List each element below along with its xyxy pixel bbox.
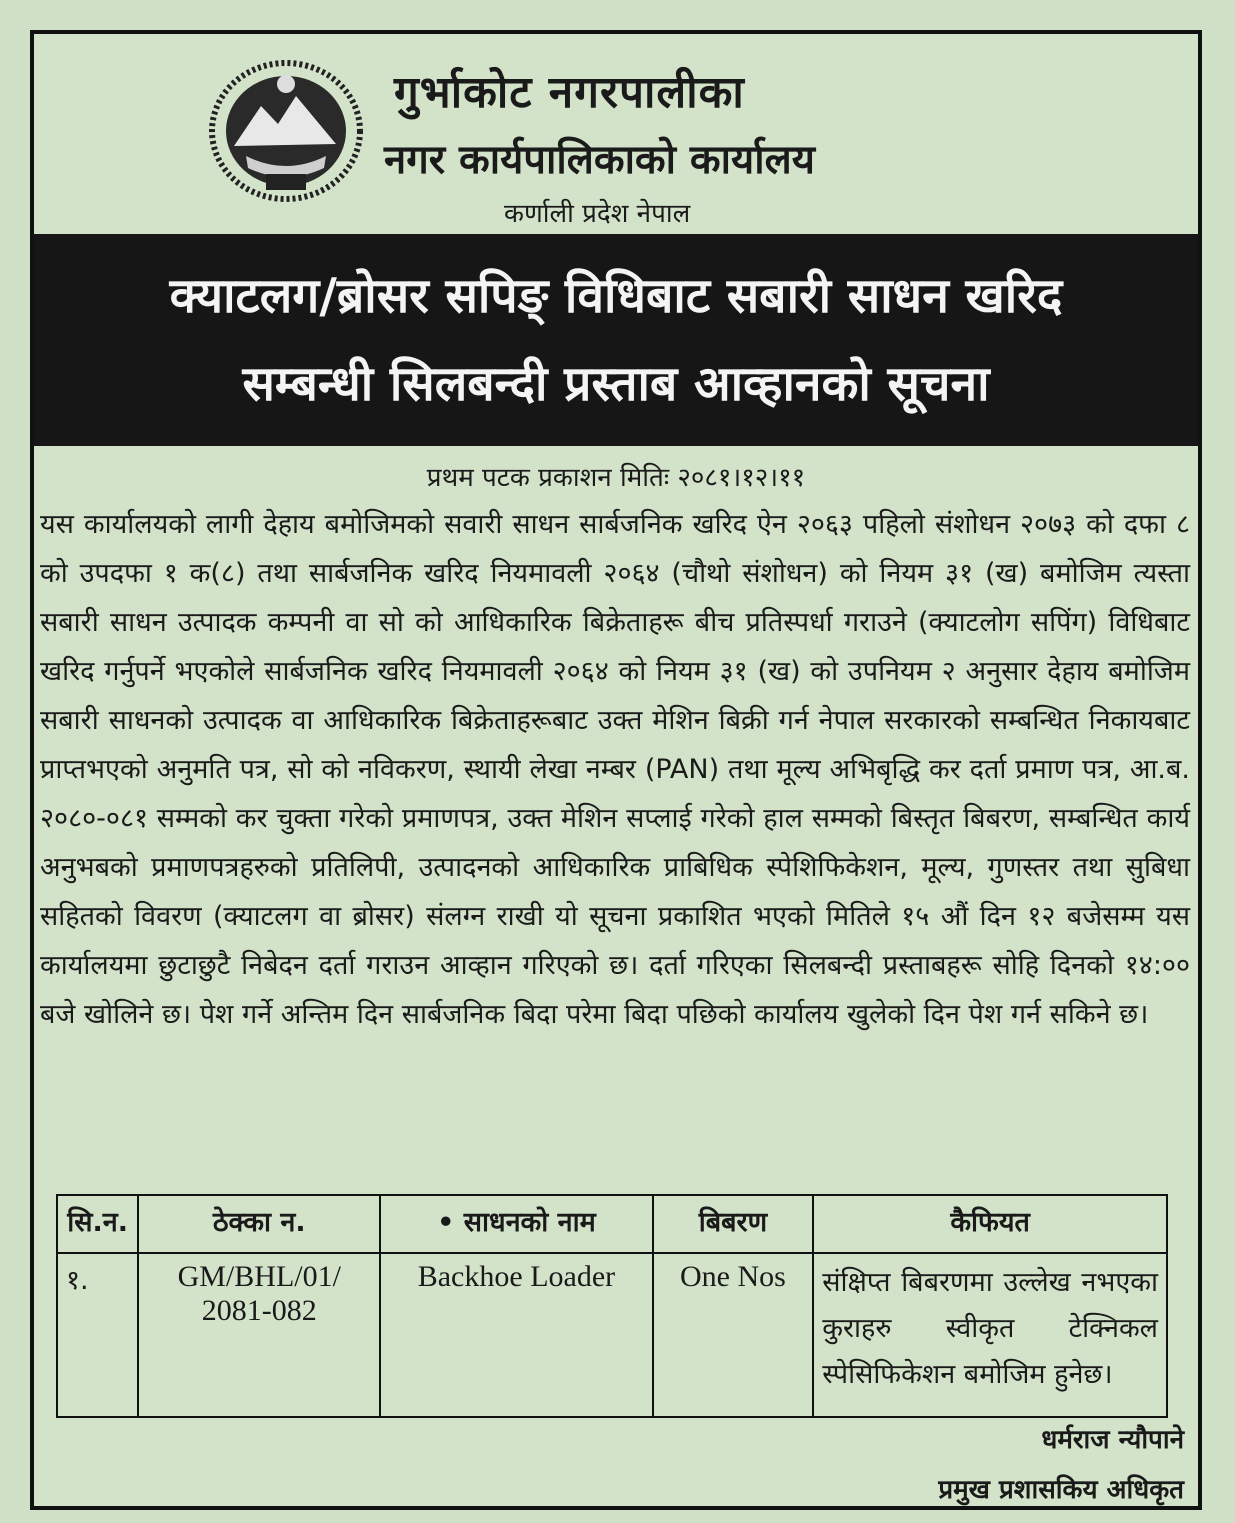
notice-title-banner: [34, 234, 1198, 446]
cell-contract-no: GM/BHL/01/ 2081-082: [138, 1253, 380, 1417]
notice-title-line-2: सम्बन्धी सिलबन्दी प्रस्ताब आव्हानको सूचना: [242, 356, 990, 412]
notice-body-text: यस कार्यालयको लागी देहाय बमोजिमको सवारी साधन सार्बजनिक खरिद ऐन २०६३ पहिलो संशोधन २०७३ को दफा ८ को उपदफा १ क(८) तथा सार्बजनिक खरिद नियमावली २०६४ (चौथो संशोधन) को नियम ३१ (ख) बमोजिम त्यस्ता सबारी साधन उत्पादक कम्पनी वा सो को आधिकारिक बिक्रेताहरू बीच प्रतिस्पर्धा गराउने (क्याटलोग सपिंग) विधिबाट खरिद गर्नुपर्ने भएकोले सार्बजनिक खरिद नियमावली २०६४ को नियम ३१ (ख) को उपनियम २ अनुसार देहाय बमोजिम सबारी साधनको उत्पादक वा आधिकारिक बिक्रेताहरूबाट उक्त मेशिन बिक्री गर्न नेपाल सरकारको सम्बन्धित निकायबाट प्राप्तभएको अनुमति पत्र, सो को नविकरण, स्थायी लेखा नम्बर (PAN) तथा मूल्य अभिबृद्धि कर दर्ता प्रमाण पत्र, आ.ब. २०८०-०८१ सम्मको कर चुक्ता गरेको प्रमाणपत्र, उक्त मेशिन सप्लाई गरेको हाल सम्मको बिस्तृत बिबरण, सम्बन्धित कार्य अनुभबको प्रमाणपत्रहरुको प्रतिलिपी, उत्पादनको आधिकारिक प्राबिधिक स्पेशिफिकेशन, मूल्य, गुणस्तर तथा सुबिधा सहितको विवरण (क्याटलग वा ब्रोसर) संलग्न राखी यो सूचना प्रकाशित भएको मितिले १५ औं दिन १२ बजेसम्म यस कार्यालयमा छुटाछुटै निबेदन दर्ता गराउन आव्हान गरिएको छ। दर्ता गरिएका सिलबन्दी प्रस्ताबहरू सोहि दिनको १४:०० बजे खोलिने छ। पेश गर्ने अन्तिम दिन सार्बजनिक बिदा परेमा बिदा पछिको कार्यालय खुलेको दिन पेश गर्न सकिने छ।: [40, 509, 1190, 1030]
header-description: बिबरण: [653, 1195, 814, 1253]
signatory-name: धर्मराज न्यौपाने: [1041, 1425, 1184, 1455]
header-sn: सि.न.: [57, 1195, 138, 1253]
nepal-government-emblem-icon: [206, 56, 366, 206]
publication-date: प्रथम पटक प्रकाशन मितिः २०८१।१२।११: [426, 463, 806, 493]
cell-remarks: संक्षिप्त बिबरणमा उल्लेख नभएका कुराहरु स्वीकृत टेक्निकल स्पेसिफिकेशन बमोजिम हुनेछ।: [813, 1253, 1167, 1417]
table-header-row: [57, 1195, 1167, 1253]
cell-item-name: Backhoe Loader: [380, 1253, 652, 1417]
header-item-name: • साधनको नाम: [380, 1195, 652, 1253]
header-remarks: कैफियत: [813, 1195, 1167, 1253]
cell-sn: १.: [57, 1253, 138, 1417]
cell-description: One Nos: [653, 1253, 814, 1417]
province-name: कर्णाली प्रदेश नेपाल: [504, 199, 691, 229]
header-contract-no: ठेक्का न.: [138, 1195, 380, 1253]
signatory-designation: प्रमुख प्रशासकिय अधिकृत: [938, 1475, 1184, 1505]
notice-title-line-1: क्याटलग/ब्रोसर सपिङ् विधिबाट सबारी साधन खरिद: [169, 268, 1063, 324]
procurement-table: [56, 1194, 1168, 1418]
municipality-name: गुर्भाकोट नगरपालीका: [394, 67, 745, 118]
notice-header: [34, 34, 1198, 230]
notice-sheet: [30, 30, 1202, 1510]
office-name: नगर कार्यपालिकाको कार्यालय: [384, 136, 815, 183]
table-row: [57, 1253, 1167, 1417]
